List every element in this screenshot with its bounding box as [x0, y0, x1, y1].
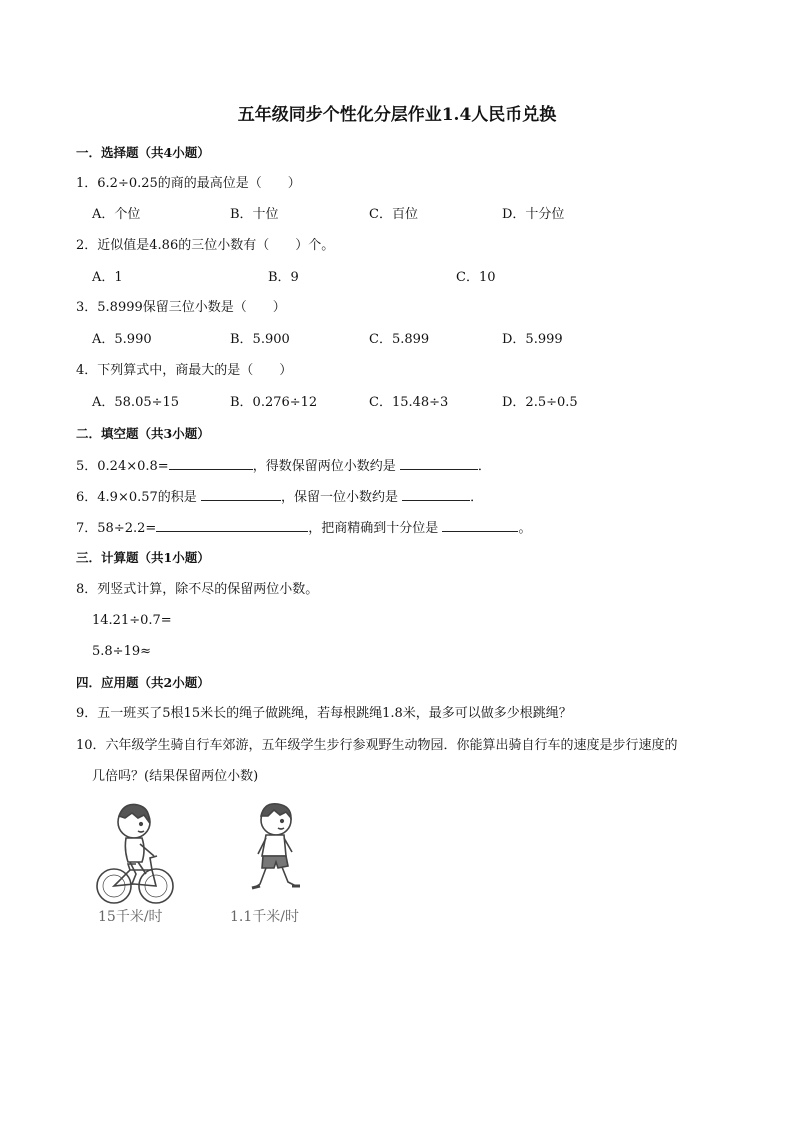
- q6-text-b: ，保留一位小数约是: [280, 490, 398, 505]
- q3-option-a: A．5.990: [92, 332, 152, 347]
- q5-text-b: ，得数保留两位小数约是: [252, 459, 396, 474]
- q5-answer-blank-2[interactable]: [400, 457, 478, 470]
- q1-option-a: A．个位: [92, 207, 141, 222]
- q2-option-c: C．10: [456, 270, 496, 285]
- q7-text-c: 。: [518, 521, 532, 536]
- section-heading-choice: 一．选择题（共4小题）: [76, 145, 210, 160]
- question-7: [76, 519, 531, 537]
- section-heading-fill: 二．填空题（共3小题）: [76, 426, 210, 441]
- q6-answer-blank-2[interactable]: [402, 488, 470, 501]
- q7-answer-blank-1[interactable]: [156, 519, 308, 532]
- q5-text-c: ．: [477, 459, 491, 474]
- q8-expression-1: 14.21÷0.7=: [92, 613, 172, 628]
- section-heading-application: 四．应用题（共2小题）: [76, 675, 210, 690]
- question-10-line-2: 几倍吗？(结果保留两位小数): [92, 769, 259, 784]
- q7-text-a: 7．58÷2.2=: [76, 521, 157, 536]
- question-9-stem: 9．五一班买了5根15米长的绳子做跳绳，若每根跳绳1.8米，最多可以做多少根跳绳？: [76, 706, 572, 721]
- question-8-stem: 8．列竖式计算，除不尽的保留两位小数。: [76, 582, 319, 597]
- q6-text-c: ．: [470, 490, 484, 505]
- q5-text-a: 5．0.24×0.8=: [76, 459, 169, 474]
- q1-option-c: C．百位: [369, 207, 418, 222]
- q8-expression-2: 5.8÷19≈: [92, 644, 152, 659]
- q3-option-d: D．5.999: [502, 332, 563, 347]
- q7-answer-blank-2[interactable]: [442, 519, 518, 532]
- q1-option-b: B．十位: [230, 207, 279, 222]
- question-3-stem: 3．5.8999保留三位小数是（ ）: [76, 300, 286, 315]
- q4-option-b: B．0.276÷12: [230, 395, 318, 410]
- question-5: [76, 457, 491, 475]
- q4-option-d: D．2.5÷0.5: [502, 395, 578, 410]
- question-10-line-1: 10．六年级学生骑自行车郊游，五年级学生步行参观野生动物园．你能算出骑自行车的速度是步行速度的: [76, 738, 678, 753]
- question-4-stem: 4．下列算式中，商最大的是（ ）: [76, 363, 293, 378]
- q5-answer-blank-1[interactable]: [169, 457, 253, 470]
- q1-option-d: D．十分位: [502, 207, 565, 222]
- section-heading-calculation: 三．计算题（共1小题）: [76, 550, 210, 565]
- q6-answer-blank-1[interactable]: [201, 488, 281, 501]
- walking-boy-illustration: [248, 800, 308, 902]
- page-title: 五年级同步个性化分层作业1.4人民币兑换: [237, 105, 557, 125]
- q4-option-a: A．58.05÷15: [92, 395, 180, 410]
- q4-option-c: C．15.48÷3: [369, 395, 449, 410]
- q3-option-b: B．5.900: [230, 332, 290, 347]
- q2-option-b: B．9: [268, 270, 299, 285]
- cyclist-speed-caption: 15千米/时: [98, 909, 163, 925]
- question-6: [76, 488, 483, 506]
- q3-option-c: C．5.899: [369, 332, 430, 347]
- question-1-stem: 1．6.2÷0.25的商的最高位是（ ）: [76, 176, 301, 191]
- q7-text-b: ，把商精确到十分位是: [308, 521, 439, 536]
- walking-speed-caption: 1.1千米/时: [230, 909, 299, 925]
- q2-option-a: A．1: [92, 270, 123, 285]
- cyclist-illustration: [94, 800, 178, 908]
- question-2-stem: 2．近似值是4.86的三位小数有（ ）个。: [76, 238, 335, 253]
- q6-text-a: 6．4.9×0.57的积是: [76, 490, 197, 505]
